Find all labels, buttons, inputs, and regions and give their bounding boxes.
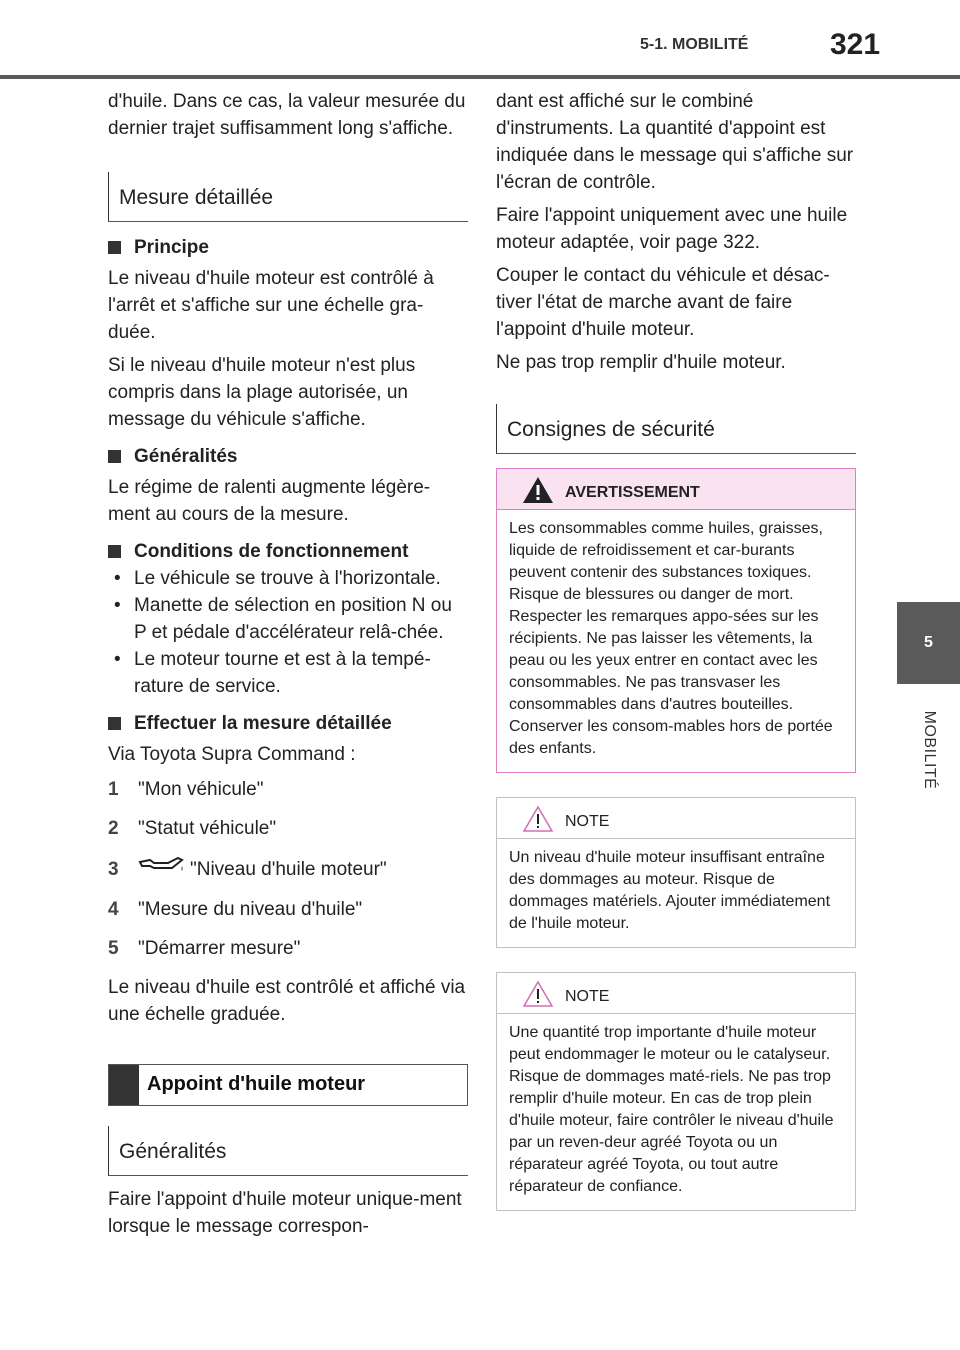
- step-text: "Mon véhicule": [138, 779, 264, 800]
- header-rule: [0, 75, 960, 79]
- chapter-tab: 5: [897, 602, 960, 684]
- step-text: "Statut véhicule": [138, 818, 277, 839]
- step-item: [108, 896, 468, 923]
- warning-text: Les consommables comme huiles, graisses, liquide de refroidissement et car-burants peuvent contenir des substances toxiques. Risque de blessures ou danger de mort. Respecter les remarques appo-sées sur les récipients. Ne pas laisser les vêtements, la peau ou les yeux entrer en contact avec les consommables. Ne pas transvaser les consommables dans d'autres bouteilles. Conserver les consom-mables hors de portée des enfants.: [509, 520, 833, 757]
- step-number: 2: [108, 818, 119, 839]
- heading-generalites: Généralités: [108, 1126, 468, 1176]
- bullet-dot-icon: •: [114, 568, 121, 589]
- list-item-text: Manette de sélection en position N ou P et pédale d'accélérateur relâ-chée.: [134, 595, 452, 643]
- paragraph: Via Toyota Supra Command :: [108, 744, 356, 765]
- warning-triangle-icon: [521, 475, 555, 513]
- paragraph: Le niveau d'huile moteur est contrôlé à l'arrêt et s'affiche sur une échelle gra-duée.: [108, 268, 434, 343]
- square-bullet-icon: [108, 450, 121, 463]
- paragraph: Le régime de ralenti augmente légère-ment au cours de la mesure.: [108, 477, 431, 525]
- subheading-effectuer: [108, 710, 468, 737]
- warning-header: [497, 469, 855, 510]
- note-text: Un niveau d'huile moteur insuffisant entraîne des dommages au moteur. Risque de dommages matériels. Ajouter immédiatement de l'huile moteur.: [509, 849, 831, 932]
- caution-triangle-icon: [521, 979, 555, 1017]
- step-number: 4: [108, 899, 119, 920]
- note-header: [497, 973, 855, 1014]
- subheading-principe: [108, 234, 468, 261]
- step-number: 5: [108, 938, 119, 959]
- subheading-text: Généralités: [134, 446, 238, 467]
- heading-consignes-securite: Consignes de sécurité: [496, 404, 856, 454]
- paragraph: Le niveau d'huile est contrôlé et affiché via une échelle graduée.: [108, 977, 466, 1025]
- paragraph: dant est affiché sur le combiné d'instruments. La quantité d'appoint est indiquée dans le message qui s'affiche sur l'écran de contrôle.: [496, 91, 854, 193]
- step-item: [108, 854, 468, 884]
- step-item: [108, 935, 468, 962]
- list-item: [108, 592, 468, 646]
- caution-triangle-icon: [521, 804, 555, 842]
- heading-bar: [109, 1065, 139, 1105]
- page-number: 321: [830, 28, 881, 61]
- left-column: [108, 88, 468, 1246]
- list-item: [108, 646, 468, 700]
- heading-text: Appoint d'huile moteur: [147, 1073, 366, 1095]
- heading-mesure-detaillee: Mesure détaillée: [108, 172, 468, 222]
- right-column: [496, 88, 856, 1211]
- step-number: 3: [108, 858, 119, 880]
- subheading-text: Conditions de fonctionnement: [134, 541, 409, 562]
- heading-appoint-huile: [108, 1064, 468, 1106]
- bullet-dot-icon: •: [114, 649, 121, 670]
- subheading-text: Principe: [134, 237, 209, 258]
- note-box: [496, 972, 856, 1211]
- step-text: "Mesure du niveau d'huile": [138, 899, 363, 920]
- chapter-label-text: MOBILITÉ: [920, 710, 938, 790]
- subheading-conditions: [108, 538, 468, 565]
- note-label: NOTE: [565, 813, 610, 830]
- list-item-text: Le véhicule se trouve à l'horizontale.: [134, 568, 441, 589]
- paragraph: Faire l'appoint d'huile moteur unique-ment lorsque le message correspon-: [108, 1189, 462, 1237]
- warning-label: AVERTISSEMENT: [565, 484, 700, 501]
- subheading-generalites: [108, 443, 468, 470]
- paragraph: Si le niveau d'huile moteur n'est plus compris dans la plage autorisée, un message du véhicule s'affiche.: [108, 355, 416, 430]
- step-number: 1: [108, 779, 119, 800]
- section-title: 5-1. MOBILITÉ: [640, 36, 749, 53]
- paragraph: Faire l'appoint uniquement avec une huile moteur adaptée, voir page 322.: [496, 205, 848, 253]
- oil-can-icon: [138, 854, 186, 884]
- note-header: [497, 798, 855, 839]
- list-item-text: Le moteur tourne et est à la tempé-rature de service.: [134, 649, 431, 697]
- list-item: [108, 565, 468, 592]
- note-text: Une quantité trop importante d'huile moteur peut endommager le moteur ou le catalyseur. Risque de dommages maté-riels. Ne pas trop remplir d'huile moteur. En cas de trop plein d'huile moteur, faire contrôler le niveau d'huile par un reven-deur agréé Toyota ou un réparateur agréé Toyota, ou tout autre réparateur de confiance.: [509, 1024, 834, 1195]
- intro-paragraph: d'huile. Dans ce cas, la valeur mesurée du dernier trajet suffisamment long s'affiche.: [108, 91, 466, 139]
- note-label: NOTE: [565, 988, 610, 1005]
- step-item: [108, 815, 468, 842]
- bullet-dot-icon: •: [114, 595, 121, 616]
- note-box: [496, 797, 856, 948]
- step-text: "Démarrer mesure": [138, 938, 301, 959]
- subheading-text: Effectuer la mesure détaillée: [134, 713, 392, 734]
- warning-box: [496, 468, 856, 773]
- step-text: "Niveau d'huile moteur": [190, 858, 387, 880]
- paragraph: Couper le contact du véhicule et désac-tiver l'état de marche avant de faire l'appoint d'huile moteur.: [496, 265, 830, 340]
- square-bullet-icon: [108, 545, 121, 558]
- step-item: [108, 776, 468, 803]
- paragraph: Ne pas trop remplir d'huile moteur.: [496, 352, 786, 373]
- square-bullet-icon: [108, 241, 121, 254]
- chapter-label: [897, 684, 960, 804]
- square-bullet-icon: [108, 717, 121, 730]
